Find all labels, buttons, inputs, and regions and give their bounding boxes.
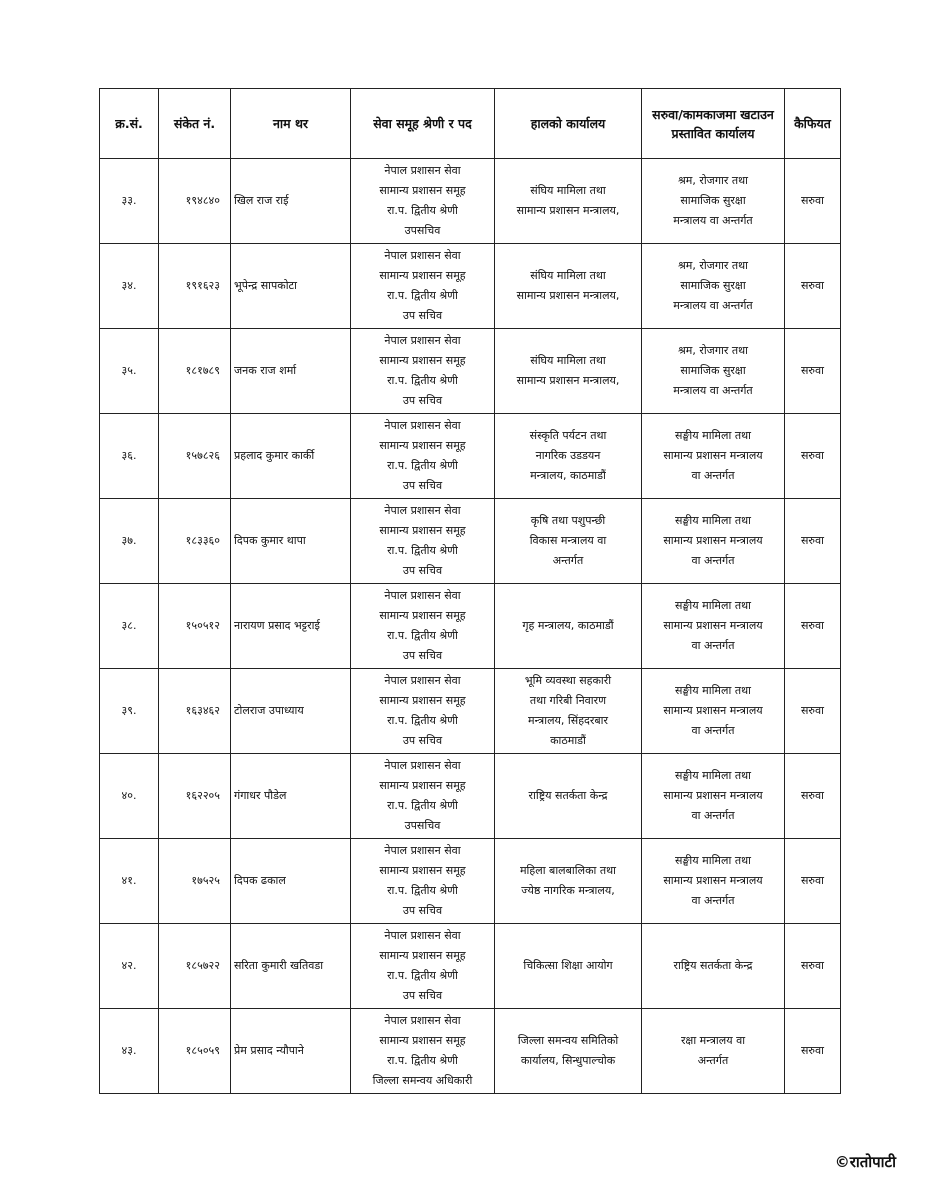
cell-service-line: सामान्य प्रशासन समूह bbox=[379, 694, 466, 707]
cell-service-line: सामान्य प्रशासन समूह bbox=[379, 779, 466, 792]
cell-service-line: नेपाल प्रशासन सेवा bbox=[384, 504, 461, 517]
table-row bbox=[100, 924, 841, 1009]
cell-name: गंगाधर पौडेल bbox=[231, 754, 351, 839]
header-serial: क्र.सं. bbox=[100, 89, 159, 159]
cell-proposed-office-line: सामान्य प्रशासन मन्त्रालय bbox=[663, 704, 763, 717]
cell-service-line: रा.प. द्वितीय श्रेणी bbox=[387, 799, 458, 812]
cell-serial: ४१. bbox=[100, 839, 159, 924]
cell-service-line: नेपाल प्रशासन सेवा bbox=[384, 334, 461, 347]
cell-proposed-office bbox=[642, 839, 785, 924]
cell-remarks: सरुवा bbox=[785, 159, 841, 244]
cell-remarks: सरुवा bbox=[785, 499, 841, 584]
cell-service-line: उप सचिव bbox=[402, 734, 443, 747]
table-body bbox=[100, 159, 841, 1094]
cell-service bbox=[351, 1009, 495, 1094]
table-row bbox=[100, 839, 841, 924]
cell-proposed-office-line: वा अन्तर्गत bbox=[691, 724, 735, 737]
cell-proposed-office-line: वा अन्तर्गत bbox=[691, 639, 735, 652]
cell-remarks: सरुवा bbox=[785, 329, 841, 414]
cell-service bbox=[351, 584, 495, 669]
cell-name: खिल राज राई bbox=[231, 159, 351, 244]
cell-proposed-office-line: सामान्य प्रशासन मन्त्रालय bbox=[663, 874, 763, 887]
cell-remarks: सरुवा bbox=[785, 754, 841, 839]
cell-remarks: सरुवा bbox=[785, 1009, 841, 1094]
cell-service-line: रा.प. द्वितीय श्रेणी bbox=[387, 884, 458, 897]
cell-service bbox=[351, 669, 495, 754]
cell-service-line: सामान्य प्रशासन समूह bbox=[379, 949, 466, 962]
cell-current-office-line: गृह मन्त्रालय, काठमाडौं bbox=[522, 619, 614, 632]
cell-proposed-office-line: सामाजिक सुरक्षा bbox=[680, 364, 746, 377]
cell-proposed-office-line: श्रम, रोजगार तथा bbox=[677, 174, 749, 187]
cell-current-office bbox=[495, 499, 642, 584]
cell-current-office-line: कार्यालय, सिन्धुपाल्चोक bbox=[520, 1054, 616, 1067]
cell-current-office-line: मन्त्रालय, काठमाडौं bbox=[530, 469, 606, 482]
header-row bbox=[100, 89, 841, 159]
cell-proposed-office bbox=[642, 329, 785, 414]
cell-current-office-line: मन्त्रालय, सिंहदरबार bbox=[528, 714, 608, 727]
cell-current-office-line: संघिय मामिला तथा bbox=[530, 354, 606, 367]
cell-service bbox=[351, 924, 495, 1009]
cell-proposed-office-line: मन्त्रालय वा अन्तर्गत bbox=[673, 214, 753, 227]
cell-service bbox=[351, 329, 495, 414]
cell-proposed-office bbox=[642, 159, 785, 244]
cell-proposed-office-line: वा अन्तर्गत bbox=[691, 469, 735, 482]
cell-proposed-office-line: सामाजिक सुरक्षा bbox=[680, 194, 746, 207]
cell-current-office-line: महिला बालबालिका तथा bbox=[519, 864, 617, 877]
cell-code: १६२२०५ bbox=[159, 754, 231, 839]
cell-service bbox=[351, 414, 495, 499]
cell-code: १६३४६२ bbox=[159, 669, 231, 754]
cell-proposed-office-line: रक्षा मन्त्रालय वा bbox=[680, 1034, 746, 1047]
cell-service-line: रा.प. द्वितीय श्रेणी bbox=[387, 459, 458, 472]
cell-service-line: उप सचिव bbox=[402, 904, 443, 917]
cell-current-office-line: नागरिक उडडयन bbox=[535, 449, 601, 462]
cell-service-line: सामान्य प्रशासन समूह bbox=[379, 1034, 466, 1047]
transfer-table bbox=[99, 88, 841, 1094]
cell-current-office bbox=[495, 329, 642, 414]
cell-service-line: उप सचिव bbox=[402, 564, 443, 577]
table-row bbox=[100, 499, 841, 584]
cell-proposed-office-line: सामान्य प्रशासन मन्त्रालय bbox=[663, 619, 763, 632]
table-row bbox=[100, 754, 841, 839]
cell-current-office-line: राष्ट्रिय सतर्कता केन्द्र bbox=[528, 789, 608, 802]
cell-service-line: नेपाल प्रशासन सेवा bbox=[384, 589, 461, 602]
cell-current-office bbox=[495, 839, 642, 924]
cell-code: १८५०५९ bbox=[159, 1009, 231, 1094]
table-row bbox=[100, 414, 841, 499]
cell-service-line: उपसचिव bbox=[404, 224, 441, 237]
cell-name: दिपक ढकाल bbox=[231, 839, 351, 924]
cell-code: १५७८२६ bbox=[159, 414, 231, 499]
cell-service-line: सामान्य प्रशासन समूह bbox=[379, 184, 466, 197]
cell-current-office bbox=[495, 159, 642, 244]
cell-proposed-office bbox=[642, 499, 785, 584]
cell-current-office bbox=[495, 924, 642, 1009]
cell-remarks: सरुवा bbox=[785, 669, 841, 754]
cell-proposed-office-line: सङ्घीय मामिला तथा bbox=[675, 769, 751, 782]
cell-service-line: सामान्य प्रशासन समूह bbox=[379, 609, 466, 622]
cell-proposed-office-line: वा अन्तर्गत bbox=[691, 554, 735, 567]
cell-current-office-line: अन्तर्गत bbox=[552, 554, 584, 567]
cell-name: भूपेन्द्र सापकोटा bbox=[231, 244, 351, 329]
cell-service-line: उप सचिव bbox=[402, 394, 443, 407]
cell-current-office bbox=[495, 414, 642, 499]
cell-service-line: रा.प. द्वितीय श्रेणी bbox=[387, 544, 458, 557]
cell-current-office-line: विकास मन्त्रालय वा bbox=[529, 534, 607, 547]
cell-proposed-office-line: श्रम, रोजगार तथा bbox=[677, 259, 749, 272]
cell-proposed-office-line: मन्त्रालय वा अन्तर्गत bbox=[673, 384, 753, 397]
cell-service-line: नेपाल प्रशासन सेवा bbox=[384, 1014, 461, 1027]
cell-proposed-office-line: अन्तर्गत bbox=[697, 1054, 729, 1067]
cell-service-line: रा.प. द्वितीय श्रेणी bbox=[387, 629, 458, 642]
cell-service-line: नेपाल प्रशासन सेवा bbox=[384, 419, 461, 432]
cell-service-line: सामान्य प्रशासन समूह bbox=[379, 354, 466, 367]
cell-service-line: रा.प. द्वितीय श्रेणी bbox=[387, 1054, 458, 1067]
cell-current-office bbox=[495, 584, 642, 669]
cell-remarks: सरुवा bbox=[785, 924, 841, 1009]
cell-current-office-line: सामान्य प्रशासन मन्त्रालय, bbox=[516, 374, 620, 387]
cell-proposed-office bbox=[642, 584, 785, 669]
cell-service bbox=[351, 499, 495, 584]
cell-name: प्रेम प्रसाद न्यौपाने bbox=[231, 1009, 351, 1094]
cell-serial: ४३. bbox=[100, 1009, 159, 1094]
cell-current-office bbox=[495, 754, 642, 839]
cell-proposed-office bbox=[642, 244, 785, 329]
cell-proposed-office-line: सामान्य प्रशासन मन्त्रालय bbox=[663, 449, 763, 462]
cell-name: प्रहलाद कुमार कार्की bbox=[231, 414, 351, 499]
cell-serial: ३६. bbox=[100, 414, 159, 499]
cell-name: सरिता कुमारी खतिवडा bbox=[231, 924, 351, 1009]
cell-service-line: रा.प. द्वितीय श्रेणी bbox=[387, 374, 458, 387]
cell-serial: ३९. bbox=[100, 669, 159, 754]
cell-code: १७५२५ bbox=[159, 839, 231, 924]
cell-service bbox=[351, 244, 495, 329]
cell-proposed-office-line: मन्त्रालय वा अन्तर्गत bbox=[673, 299, 753, 312]
header-service: सेवा समूह श्रेणी र पद bbox=[351, 89, 495, 159]
cell-service-line: रा.प. द्वितीय श्रेणी bbox=[387, 289, 458, 302]
cell-current-office-line: जिल्ला समन्वय समितिको bbox=[517, 1034, 619, 1047]
table-row bbox=[100, 669, 841, 754]
table-row bbox=[100, 584, 841, 669]
cell-service-line: उप सचिव bbox=[402, 989, 443, 1002]
cell-name: नारायण प्रसाद भट्टराई bbox=[231, 584, 351, 669]
cell-service-line: रा.प. द्वितीय श्रेणी bbox=[387, 969, 458, 982]
cell-proposed-office-line: सङ्घीय मामिला तथा bbox=[675, 684, 751, 697]
cell-current-office bbox=[495, 1009, 642, 1094]
cell-remarks: सरुवा bbox=[785, 839, 841, 924]
cell-code: १८५७२२ bbox=[159, 924, 231, 1009]
cell-code: १८३३६० bbox=[159, 499, 231, 584]
cell-current-office-line: संस्कृति पर्यटन तथा bbox=[529, 429, 607, 442]
cell-current-office-line: संघिय मामिला तथा bbox=[530, 184, 606, 197]
cell-service-line: उप सचिव bbox=[402, 649, 443, 662]
cell-serial: ४२. bbox=[100, 924, 159, 1009]
cell-current-office-line: चिकित्सा शिक्षा आयोग bbox=[523, 959, 613, 972]
cell-current-office-line: सामान्य प्रशासन मन्त्रालय, bbox=[516, 204, 620, 217]
header-current-office: हालको कार्यालय bbox=[495, 89, 642, 159]
cell-proposed-office-line: सामान्य प्रशासन मन्त्रालय bbox=[663, 789, 763, 802]
header-proposed-office: सरुवा/कामकाजमा खटाउन प्रस्तावित कार्यालय bbox=[642, 89, 785, 159]
cell-service-line: नेपाल प्रशासन सेवा bbox=[384, 844, 461, 857]
cell-service-line: सामान्य प्रशासन समूह bbox=[379, 439, 466, 452]
cell-code: १९१६२३ bbox=[159, 244, 231, 329]
cell-remarks: सरुवा bbox=[785, 414, 841, 499]
cell-remarks: सरुवा bbox=[785, 244, 841, 329]
cell-service-line: नेपाल प्रशासन सेवा bbox=[384, 674, 461, 687]
cell-proposed-office-line: वा अन्तर्गत bbox=[691, 894, 735, 907]
cell-current-office-line: भूमि व्यवस्था सहकारी bbox=[524, 674, 612, 687]
cell-current-office-line: कृषि तथा पशुपन्छी bbox=[530, 514, 606, 527]
cell-service-line: सामान्य प्रशासन समूह bbox=[379, 269, 466, 282]
cell-service-line: नेपाल प्रशासन सेवा bbox=[384, 164, 461, 177]
cell-proposed-office-line: वा अन्तर्गत bbox=[691, 809, 735, 822]
cell-name: जनक राज शर्मा bbox=[231, 329, 351, 414]
cell-service bbox=[351, 754, 495, 839]
cell-service-line: सामान्य प्रशासन समूह bbox=[379, 864, 466, 877]
cell-proposed-office-line: सङ्घीय मामिला तथा bbox=[675, 429, 751, 442]
cell-proposed-office bbox=[642, 669, 785, 754]
cell-service-line: सामान्य प्रशासन समूह bbox=[379, 524, 466, 537]
watermark: ©रातोपाटी bbox=[834, 1153, 896, 1171]
cell-service-line: उप सचिव bbox=[402, 309, 443, 322]
cell-remarks: सरुवा bbox=[785, 584, 841, 669]
cell-proposed-office-line: सामान्य प्रशासन मन्त्रालय bbox=[663, 534, 763, 547]
cell-serial: ३५. bbox=[100, 329, 159, 414]
cell-proposed-office-line: राष्ट्रिय सतर्कता केन्द्र bbox=[673, 959, 753, 972]
cell-service-line: उप सचिव bbox=[402, 479, 443, 492]
cell-current-office-line: काठमाडौं bbox=[550, 734, 586, 747]
cell-name: टोलराज उपाध्याय bbox=[231, 669, 351, 754]
table-row bbox=[100, 329, 841, 414]
cell-service-line: रा.प. द्वितीय श्रेणी bbox=[387, 204, 458, 217]
cell-proposed-office bbox=[642, 924, 785, 1009]
table-row bbox=[100, 244, 841, 329]
cell-code: १९४८४० bbox=[159, 159, 231, 244]
cell-proposed-office bbox=[642, 1009, 785, 1094]
cell-service-line: उपसचिव bbox=[404, 819, 441, 832]
cell-code: १८१७८९ bbox=[159, 329, 231, 414]
cell-service-line: नेपाल प्रशासन सेवा bbox=[384, 249, 461, 262]
cell-service bbox=[351, 159, 495, 244]
cell-proposed-office-line: सामाजिक सुरक्षा bbox=[680, 279, 746, 292]
header-code: संकेत नं. bbox=[159, 89, 231, 159]
cell-serial: ३३. bbox=[100, 159, 159, 244]
cell-proposed-office bbox=[642, 414, 785, 499]
cell-proposed-office-line: सङ्घीय मामिला तथा bbox=[675, 854, 751, 867]
cell-proposed-office-line: सङ्घीय मामिला तथा bbox=[675, 514, 751, 527]
cell-service-line: नेपाल प्रशासन सेवा bbox=[384, 759, 461, 772]
cell-service bbox=[351, 839, 495, 924]
cell-serial: ३७. bbox=[100, 499, 159, 584]
cell-serial: ३४. bbox=[100, 244, 159, 329]
cell-service-line: जिल्ला समन्वय अधिकारी bbox=[372, 1074, 473, 1087]
cell-current-office bbox=[495, 244, 642, 329]
cell-code: १५०५१२ bbox=[159, 584, 231, 669]
cell-service-line: नेपाल प्रशासन सेवा bbox=[384, 929, 461, 942]
cell-proposed-office-line: सङ्घीय मामिला तथा bbox=[675, 599, 751, 612]
cell-name: दिपक कुमार थापा bbox=[231, 499, 351, 584]
cell-current-office-line: संघिय मामिला तथा bbox=[530, 269, 606, 282]
header-remarks: कैफियत bbox=[785, 89, 841, 159]
cell-current-office-line: ज्येष्ठ नागरिक मन्त्रालय, bbox=[521, 884, 615, 897]
cell-current-office bbox=[495, 669, 642, 754]
table-row bbox=[100, 159, 841, 244]
cell-current-office-line: तथा गरिबी निवारण bbox=[529, 694, 607, 707]
cell-service-line: रा.प. द्वितीय श्रेणी bbox=[387, 714, 458, 727]
cell-proposed-office bbox=[642, 754, 785, 839]
header-name: नाम थर bbox=[231, 89, 351, 159]
table-row bbox=[100, 1009, 841, 1094]
cell-proposed-office-line: श्रम, रोजगार तथा bbox=[677, 344, 749, 357]
cell-serial: ३८. bbox=[100, 584, 159, 669]
cell-serial: ४०. bbox=[100, 754, 159, 839]
cell-current-office-line: सामान्य प्रशासन मन्त्रालय, bbox=[516, 289, 620, 302]
